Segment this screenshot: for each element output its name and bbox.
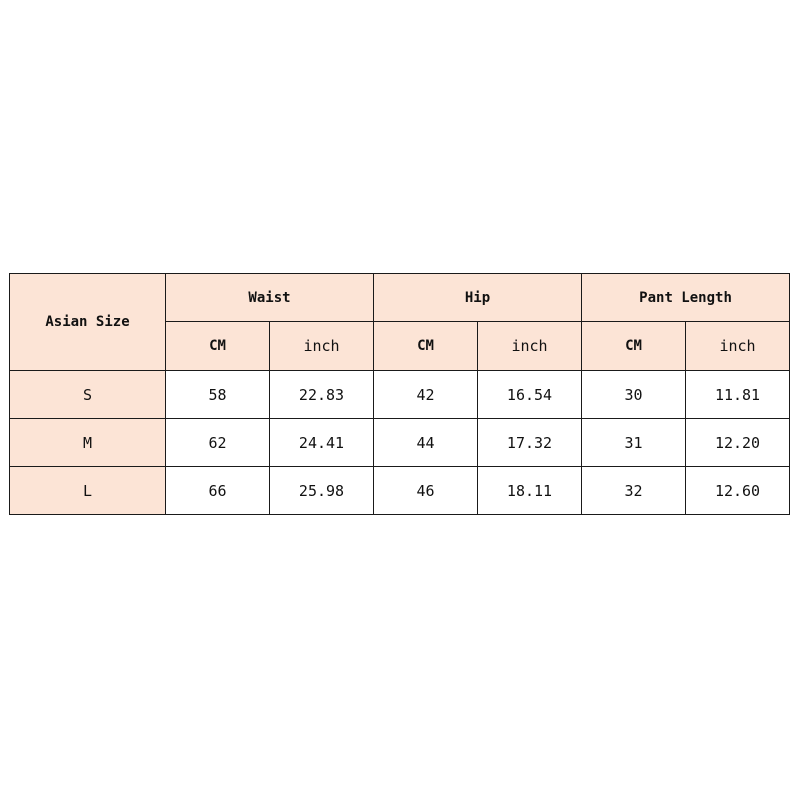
pant-length-inch-cell: 12.60 [686,467,790,515]
table-row [10,371,790,419]
hip-inch-cell: 17.32 [478,419,582,467]
pant-length-inch-header: inch [686,322,790,371]
pant-length-cm-header: CM [582,322,686,371]
waist-cm-header: CM [166,322,270,371]
waist-inch-cell: 24.41 [270,419,374,467]
size-chart-table [9,273,790,515]
hip-cm-cell: 44 [374,419,478,467]
waist-cm-cell: 62 [166,419,270,467]
pant-length-cm-cell: 31 [582,419,686,467]
size-label: M [10,419,166,467]
table-row [10,467,790,515]
hip-inch-cell: 18.11 [478,467,582,515]
hip-inch-header: inch [478,322,582,371]
asian-size-header: Asian Size [10,274,166,371]
pant-length-inch-cell: 11.81 [686,371,790,419]
hip-cm-cell: 42 [374,371,478,419]
pant-length-cm-cell: 30 [582,371,686,419]
header-row-groups [10,274,790,322]
pant-length-header: Pant Length [582,274,790,322]
waist-inch-cell: 25.98 [270,467,374,515]
size-label: S [10,371,166,419]
waist-header: Waist [166,274,374,322]
waist-cm-cell: 58 [166,371,270,419]
table-row [10,419,790,467]
hip-cm-cell: 46 [374,467,478,515]
waist-inch-header: inch [270,322,374,371]
pant-length-cm-cell: 32 [582,467,686,515]
waist-cm-cell: 66 [166,467,270,515]
waist-inch-cell: 22.83 [270,371,374,419]
pant-length-inch-cell: 12.20 [686,419,790,467]
hip-cm-header: CM [374,322,478,371]
hip-header: Hip [374,274,582,322]
size-label: L [10,467,166,515]
hip-inch-cell: 16.54 [478,371,582,419]
